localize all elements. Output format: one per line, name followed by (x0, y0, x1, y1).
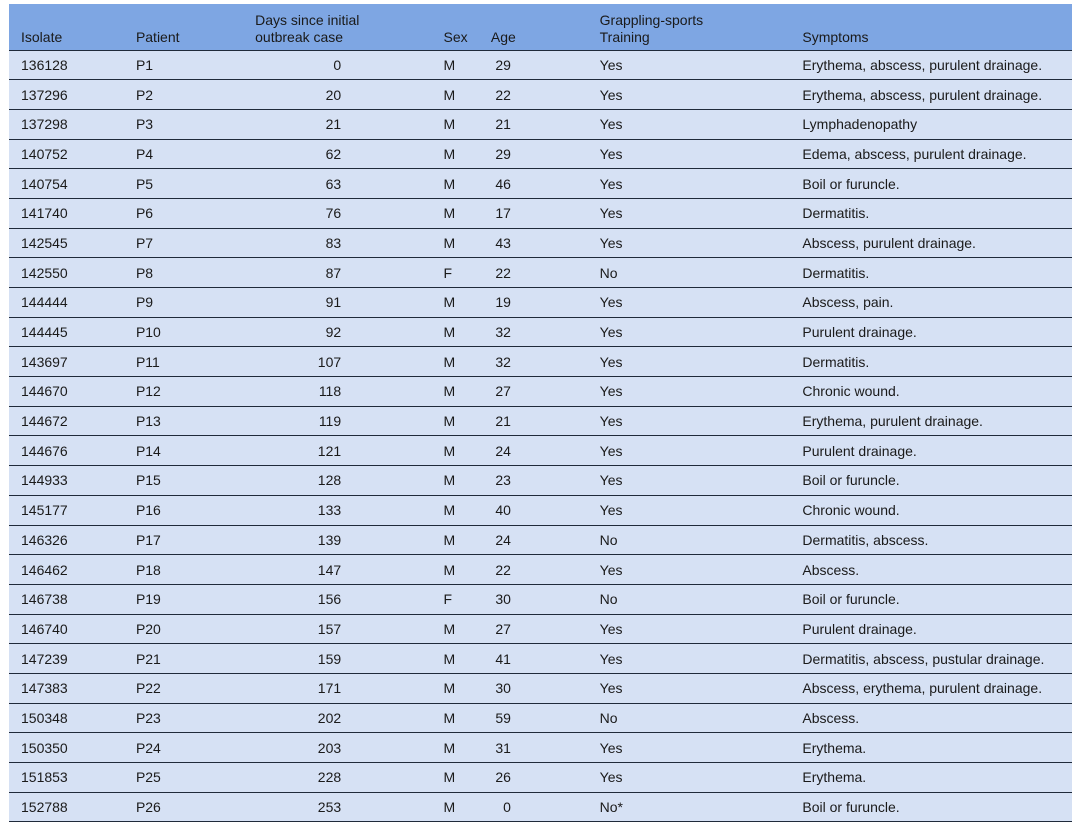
table-row (9, 50, 1072, 80)
age-value: 32 (495, 324, 511, 341)
cell-sex: M (443, 502, 456, 519)
days-value: 91 (325, 294, 342, 311)
days-value: 119 (318, 413, 342, 430)
cell-patient: P16 (135, 502, 161, 519)
cell-days (255, 258, 365, 288)
cell-sex: M (443, 709, 456, 726)
cell-days (255, 644, 365, 674)
header-training-line2: Training (599, 28, 650, 45)
days-value: 128 (317, 472, 342, 489)
cell-training: Yes (599, 353, 623, 370)
cell-training: Yes (599, 472, 623, 489)
cell-training: Yes (599, 294, 623, 311)
age-value: 22 (495, 86, 511, 103)
cell-patient: P21 (135, 650, 161, 667)
cell-age (476, 673, 580, 703)
cell-days (255, 495, 365, 525)
cell-sex: M (443, 413, 456, 430)
days-value: 159 (317, 650, 342, 667)
cell-days (255, 584, 365, 614)
cell-days (255, 228, 365, 258)
cell-sex: M (443, 620, 456, 637)
cell-isolate: 144444 (21, 294, 68, 311)
cell-patient: P22 (135, 680, 161, 697)
cell-patient: P17 (135, 531, 161, 548)
cell-symptoms: Boil or furuncle. (802, 472, 900, 489)
cell-days (255, 466, 365, 496)
header-days-line1: Days since initial (255, 11, 360, 28)
table-row (9, 792, 1072, 822)
days-value: 139 (317, 531, 342, 548)
cell-isolate: 145177 (21, 502, 68, 519)
cell-isolate: 140752 (21, 145, 68, 162)
cell-sex: M (443, 739, 456, 756)
cell-isolate: 144445 (21, 324, 68, 341)
table-row (9, 555, 1072, 585)
age-value: 17 (495, 205, 511, 222)
cell-patient: P12 (135, 383, 161, 400)
table-row (9, 733, 1072, 763)
days-value: 76 (325, 205, 342, 222)
table-row (9, 169, 1072, 199)
table-row (9, 347, 1072, 377)
header-isolate: Isolate (21, 28, 63, 45)
cell-isolate: 144676 (21, 442, 68, 459)
days-value: 147 (317, 561, 342, 578)
cell-training: Yes (599, 769, 623, 786)
age-value: 32 (495, 353, 511, 370)
age-value: 41 (495, 650, 511, 667)
cell-symptoms: Boil or furuncle. (802, 799, 900, 816)
table-row (9, 288, 1072, 318)
cell-symptoms: Abscess, purulent drainage. (802, 234, 976, 251)
cell-isolate: 151853 (21, 769, 68, 786)
cell-sex: F (443, 264, 453, 281)
days-value: 21 (325, 116, 342, 133)
cell-patient: P24 (135, 739, 161, 756)
cell-age (476, 288, 580, 318)
age-value: 21 (495, 413, 511, 430)
cell-days (255, 288, 365, 318)
days-value: 0 (333, 56, 342, 73)
cell-symptoms: Abscess, erythema, purulent drainage. (802, 680, 1043, 697)
days-value: 87 (325, 264, 342, 281)
cell-age (476, 109, 580, 139)
cell-symptoms: Dermatitis. (802, 353, 870, 370)
cell-training: Yes (599, 502, 623, 519)
cell-patient: P11 (135, 353, 160, 370)
cell-isolate: 143697 (21, 353, 68, 370)
cell-training: No (599, 709, 618, 726)
cell-sex: M (443, 86, 456, 103)
cell-days (255, 763, 365, 793)
cell-training: Yes (599, 413, 623, 430)
age-value: 26 (495, 769, 511, 786)
cell-patient: P15 (135, 472, 161, 489)
cell-isolate: 140754 (21, 175, 68, 192)
cell-age (476, 139, 580, 169)
cell-sex: M (443, 680, 456, 697)
cell-symptoms: Chronic wound. (802, 383, 900, 400)
age-value: 43 (495, 234, 511, 251)
cell-days (255, 673, 365, 703)
cell-isolate: 146326 (21, 531, 68, 548)
cell-symptoms: Purulent drainage. (802, 324, 917, 341)
cell-age (476, 169, 580, 199)
cell-sex: M (443, 650, 456, 667)
days-value: 20 (325, 86, 342, 103)
days-value: 83 (325, 234, 342, 251)
cell-training: Yes (599, 680, 623, 697)
cell-sex: M (443, 294, 456, 311)
cell-days (255, 50, 365, 80)
days-value: 157 (317, 620, 342, 637)
days-value: 133 (317, 502, 342, 519)
cell-isolate: 146740 (21, 620, 68, 637)
cell-sex: M (443, 531, 456, 548)
cell-sex: M (443, 145, 456, 162)
days-value: 253 (317, 799, 342, 816)
cell-isolate: 146738 (21, 591, 68, 608)
cell-symptoms: Erythema, abscess, purulent drainage. (802, 86, 1043, 103)
age-value: 31 (495, 739, 511, 756)
cell-training: Yes (599, 650, 623, 667)
age-value: 30 (495, 591, 511, 608)
age-value: 22 (495, 561, 511, 578)
age-value: 23 (495, 472, 511, 489)
cell-patient: P26 (135, 799, 161, 816)
age-value: 27 (495, 620, 511, 637)
cell-symptoms: Erythema. (802, 769, 867, 786)
header-age: Age (490, 28, 516, 45)
cell-symptoms: Edema, abscess, purulent drainage. (802, 145, 1027, 162)
days-value: 171 (317, 680, 342, 697)
table-row (9, 763, 1072, 793)
cell-sex: M (443, 799, 456, 816)
table-row (9, 377, 1072, 407)
cell-age (476, 495, 580, 525)
cell-training: Yes (599, 116, 623, 133)
cell-symptoms: Abscess. (802, 561, 860, 578)
cell-age (476, 614, 580, 644)
age-value: 29 (495, 145, 511, 162)
cell-isolate: 150348 (21, 709, 68, 726)
days-value: 62 (325, 145, 342, 162)
header-row (9, 4, 1072, 50)
cell-isolate: 150350 (21, 739, 68, 756)
cell-patient: P7 (135, 234, 154, 251)
table-row (9, 406, 1072, 436)
cell-symptoms: Dermatitis. (802, 205, 870, 222)
cell-sex: M (443, 116, 456, 133)
table-row (9, 644, 1072, 674)
cell-sex: M (443, 561, 456, 578)
table-row (9, 466, 1072, 496)
cell-age (476, 377, 580, 407)
cell-isolate: 144672 (21, 413, 68, 430)
table-row (9, 495, 1072, 525)
cell-age (476, 80, 580, 110)
cell-training: No (599, 531, 618, 548)
cell-symptoms: Erythema, abscess, purulent drainage. (802, 56, 1043, 73)
days-value: 92 (325, 324, 342, 341)
table-row (9, 139, 1072, 169)
cell-isolate: 144933 (21, 472, 68, 489)
header-patient: Patient (135, 28, 180, 45)
cell-patient: P8 (135, 264, 154, 281)
cell-age (476, 50, 580, 80)
cell-training: No (599, 264, 618, 281)
cell-days (255, 198, 365, 228)
cell-patient: P14 (135, 442, 161, 459)
cell-training: Yes (599, 86, 623, 103)
cell-symptoms: Erythema. (802, 739, 867, 756)
cell-isolate: 142550 (21, 264, 68, 281)
table-row (9, 228, 1072, 258)
table-header (9, 4, 1072, 50)
table-row (9, 673, 1072, 703)
cell-training: Yes (599, 383, 623, 400)
cell-symptoms: Purulent drainage. (802, 620, 917, 637)
cell-age (476, 347, 580, 377)
cell-days (255, 733, 365, 763)
days-value: 202 (317, 709, 342, 726)
age-value: 30 (495, 680, 511, 697)
cell-symptoms: Dermatitis, abscess. (802, 531, 929, 548)
age-value: 24 (495, 531, 511, 548)
days-value: 203 (317, 739, 342, 756)
age-value: 59 (495, 709, 511, 726)
cell-age (476, 763, 580, 793)
age-value: 22 (495, 264, 511, 281)
cell-isolate: 147239 (21, 650, 68, 667)
cell-days (255, 139, 365, 169)
cell-patient: P13 (135, 413, 161, 430)
cell-days (255, 406, 365, 436)
cell-patient: P4 (135, 145, 154, 162)
table-row (9, 614, 1072, 644)
cell-patient: P5 (135, 175, 154, 192)
cell-isolate: 146462 (21, 561, 68, 578)
table-row (9, 80, 1072, 110)
cell-sex: M (443, 353, 456, 370)
cell-patient: P9 (135, 294, 154, 311)
cell-age (476, 792, 580, 822)
cell-age (476, 317, 580, 347)
cell-isolate: 152788 (21, 799, 68, 816)
age-value: 19 (495, 294, 511, 311)
cell-sex: M (443, 442, 456, 459)
cell-patient: P3 (135, 116, 154, 133)
cell-symptoms: Chronic wound. (802, 502, 900, 519)
cell-symptoms: Dermatitis, abscess, pustular drainage. (802, 650, 1045, 667)
days-value: 107 (317, 353, 342, 370)
cell-patient: P1 (135, 56, 154, 73)
header-sex: Sex (443, 28, 468, 45)
cell-age (476, 406, 580, 436)
cell-days (255, 436, 365, 466)
cell-days (255, 109, 365, 139)
cell-days (255, 80, 365, 110)
header-training-line1: Grappling-sports (599, 11, 704, 28)
cell-symptoms: Purulent drainage. (802, 442, 917, 459)
cell-patient: P23 (135, 709, 161, 726)
days-value: 156 (317, 591, 342, 608)
cell-days (255, 347, 365, 377)
age-value: 0 (503, 799, 511, 816)
cell-training: Yes (599, 620, 623, 637)
cell-age (476, 228, 580, 258)
cell-age (476, 584, 580, 614)
cell-training: Yes (599, 205, 623, 222)
age-value: 24 (495, 442, 511, 459)
cell-days (255, 555, 365, 585)
cell-training: Yes (599, 739, 623, 756)
cell-age (476, 555, 580, 585)
cell-sex: M (443, 56, 456, 73)
cell-sex: M (443, 472, 456, 489)
table-row (9, 436, 1072, 466)
table-row (9, 198, 1072, 228)
cell-age (476, 198, 580, 228)
cell-sex: M (443, 383, 456, 400)
cell-training: Yes (599, 442, 623, 459)
cell-training: Yes (599, 561, 623, 578)
table-row (9, 525, 1072, 555)
cell-symptoms: Erythema, purulent drainage. (802, 413, 983, 430)
header-symptoms: Symptoms (802, 28, 869, 45)
cell-isolate: 137298 (21, 116, 68, 133)
cell-patient: P2 (135, 86, 154, 103)
cell-days (255, 792, 365, 822)
cell-age (476, 436, 580, 466)
cell-symptoms: Lymphadenopathy (802, 116, 918, 133)
days-value: 121 (317, 442, 342, 459)
cell-patient: P10 (135, 324, 161, 341)
cell-isolate: 142545 (21, 234, 68, 251)
outbreak-isolate-table (9, 4, 1072, 822)
cell-patient: P6 (135, 205, 154, 222)
cell-sex: M (443, 769, 456, 786)
cell-days (255, 703, 365, 733)
age-value: 40 (495, 502, 511, 519)
age-value: 27 (495, 383, 511, 400)
cell-patient: P19 (135, 591, 161, 608)
header-days-line2: outbreak case (255, 28, 344, 45)
table-row (9, 703, 1072, 733)
age-value: 46 (495, 175, 511, 192)
cell-patient: P20 (135, 620, 161, 637)
cell-sex: M (443, 234, 456, 251)
age-value: 29 (495, 56, 511, 73)
cell-symptoms: Abscess, pain. (802, 294, 894, 311)
table-body (9, 50, 1072, 822)
cell-isolate: 144670 (21, 383, 68, 400)
cell-age (476, 733, 580, 763)
cell-age (476, 703, 580, 733)
days-value: 63 (325, 175, 342, 192)
header-days (255, 4, 365, 50)
cell-training: Yes (599, 234, 623, 251)
cell-isolate: 141740 (21, 205, 68, 222)
cell-age (476, 644, 580, 674)
cell-training: Yes (599, 175, 623, 192)
cell-sex: F (443, 591, 453, 608)
cell-days (255, 169, 365, 199)
cell-symptoms: Dermatitis. (802, 264, 870, 281)
cell-age (476, 258, 580, 288)
cell-sex: M (443, 175, 456, 192)
table-row (9, 258, 1072, 288)
table-row (9, 317, 1072, 347)
cell-age (476, 466, 580, 496)
cell-days (255, 525, 365, 555)
outbreak-table-container (9, 4, 1072, 822)
age-value: 21 (495, 116, 511, 133)
cell-age (476, 525, 580, 555)
cell-isolate: 147383 (21, 680, 68, 697)
days-value: 118 (318, 383, 342, 400)
cell-training: Yes (599, 145, 623, 162)
cell-isolate: 136128 (21, 56, 68, 73)
cell-days (255, 614, 365, 644)
header-training (580, 4, 769, 50)
days-value: 228 (317, 769, 342, 786)
cell-training: No (599, 591, 618, 608)
cell-patient: P25 (135, 769, 161, 786)
table-row (9, 584, 1072, 614)
cell-training: Yes (599, 324, 623, 341)
cell-patient: P18 (135, 561, 161, 578)
table-row (9, 109, 1072, 139)
cell-isolate: 137296 (21, 86, 68, 103)
cell-days (255, 317, 365, 347)
cell-sex: M (443, 324, 456, 341)
cell-symptoms: Boil or furuncle. (802, 591, 900, 608)
cell-training: No* (599, 799, 623, 816)
cell-sex: M (443, 205, 456, 222)
cell-symptoms: Abscess. (802, 709, 860, 726)
cell-symptoms: Boil or furuncle. (802, 175, 900, 192)
cell-training: Yes (599, 56, 623, 73)
cell-days (255, 377, 365, 407)
